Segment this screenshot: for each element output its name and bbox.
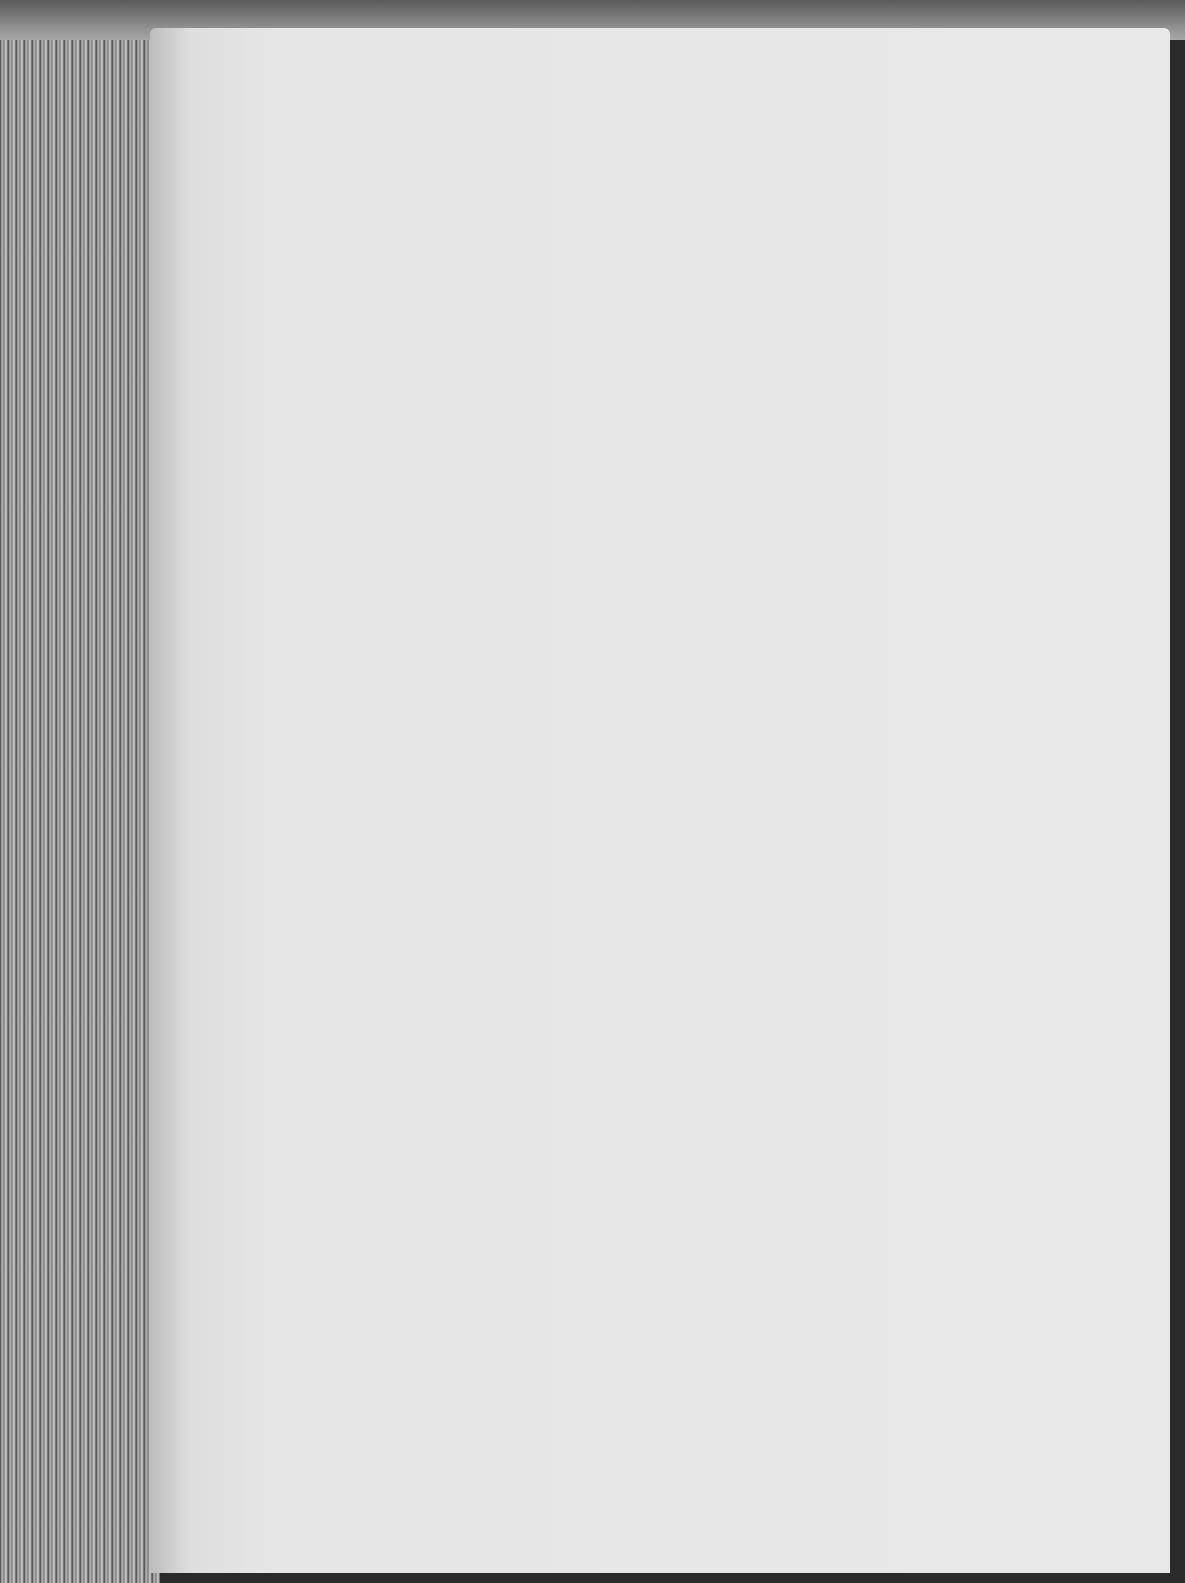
running-header — [252, 104, 892, 134]
book-page-edges — [0, 0, 160, 1583]
book-page — [150, 28, 1170, 1573]
